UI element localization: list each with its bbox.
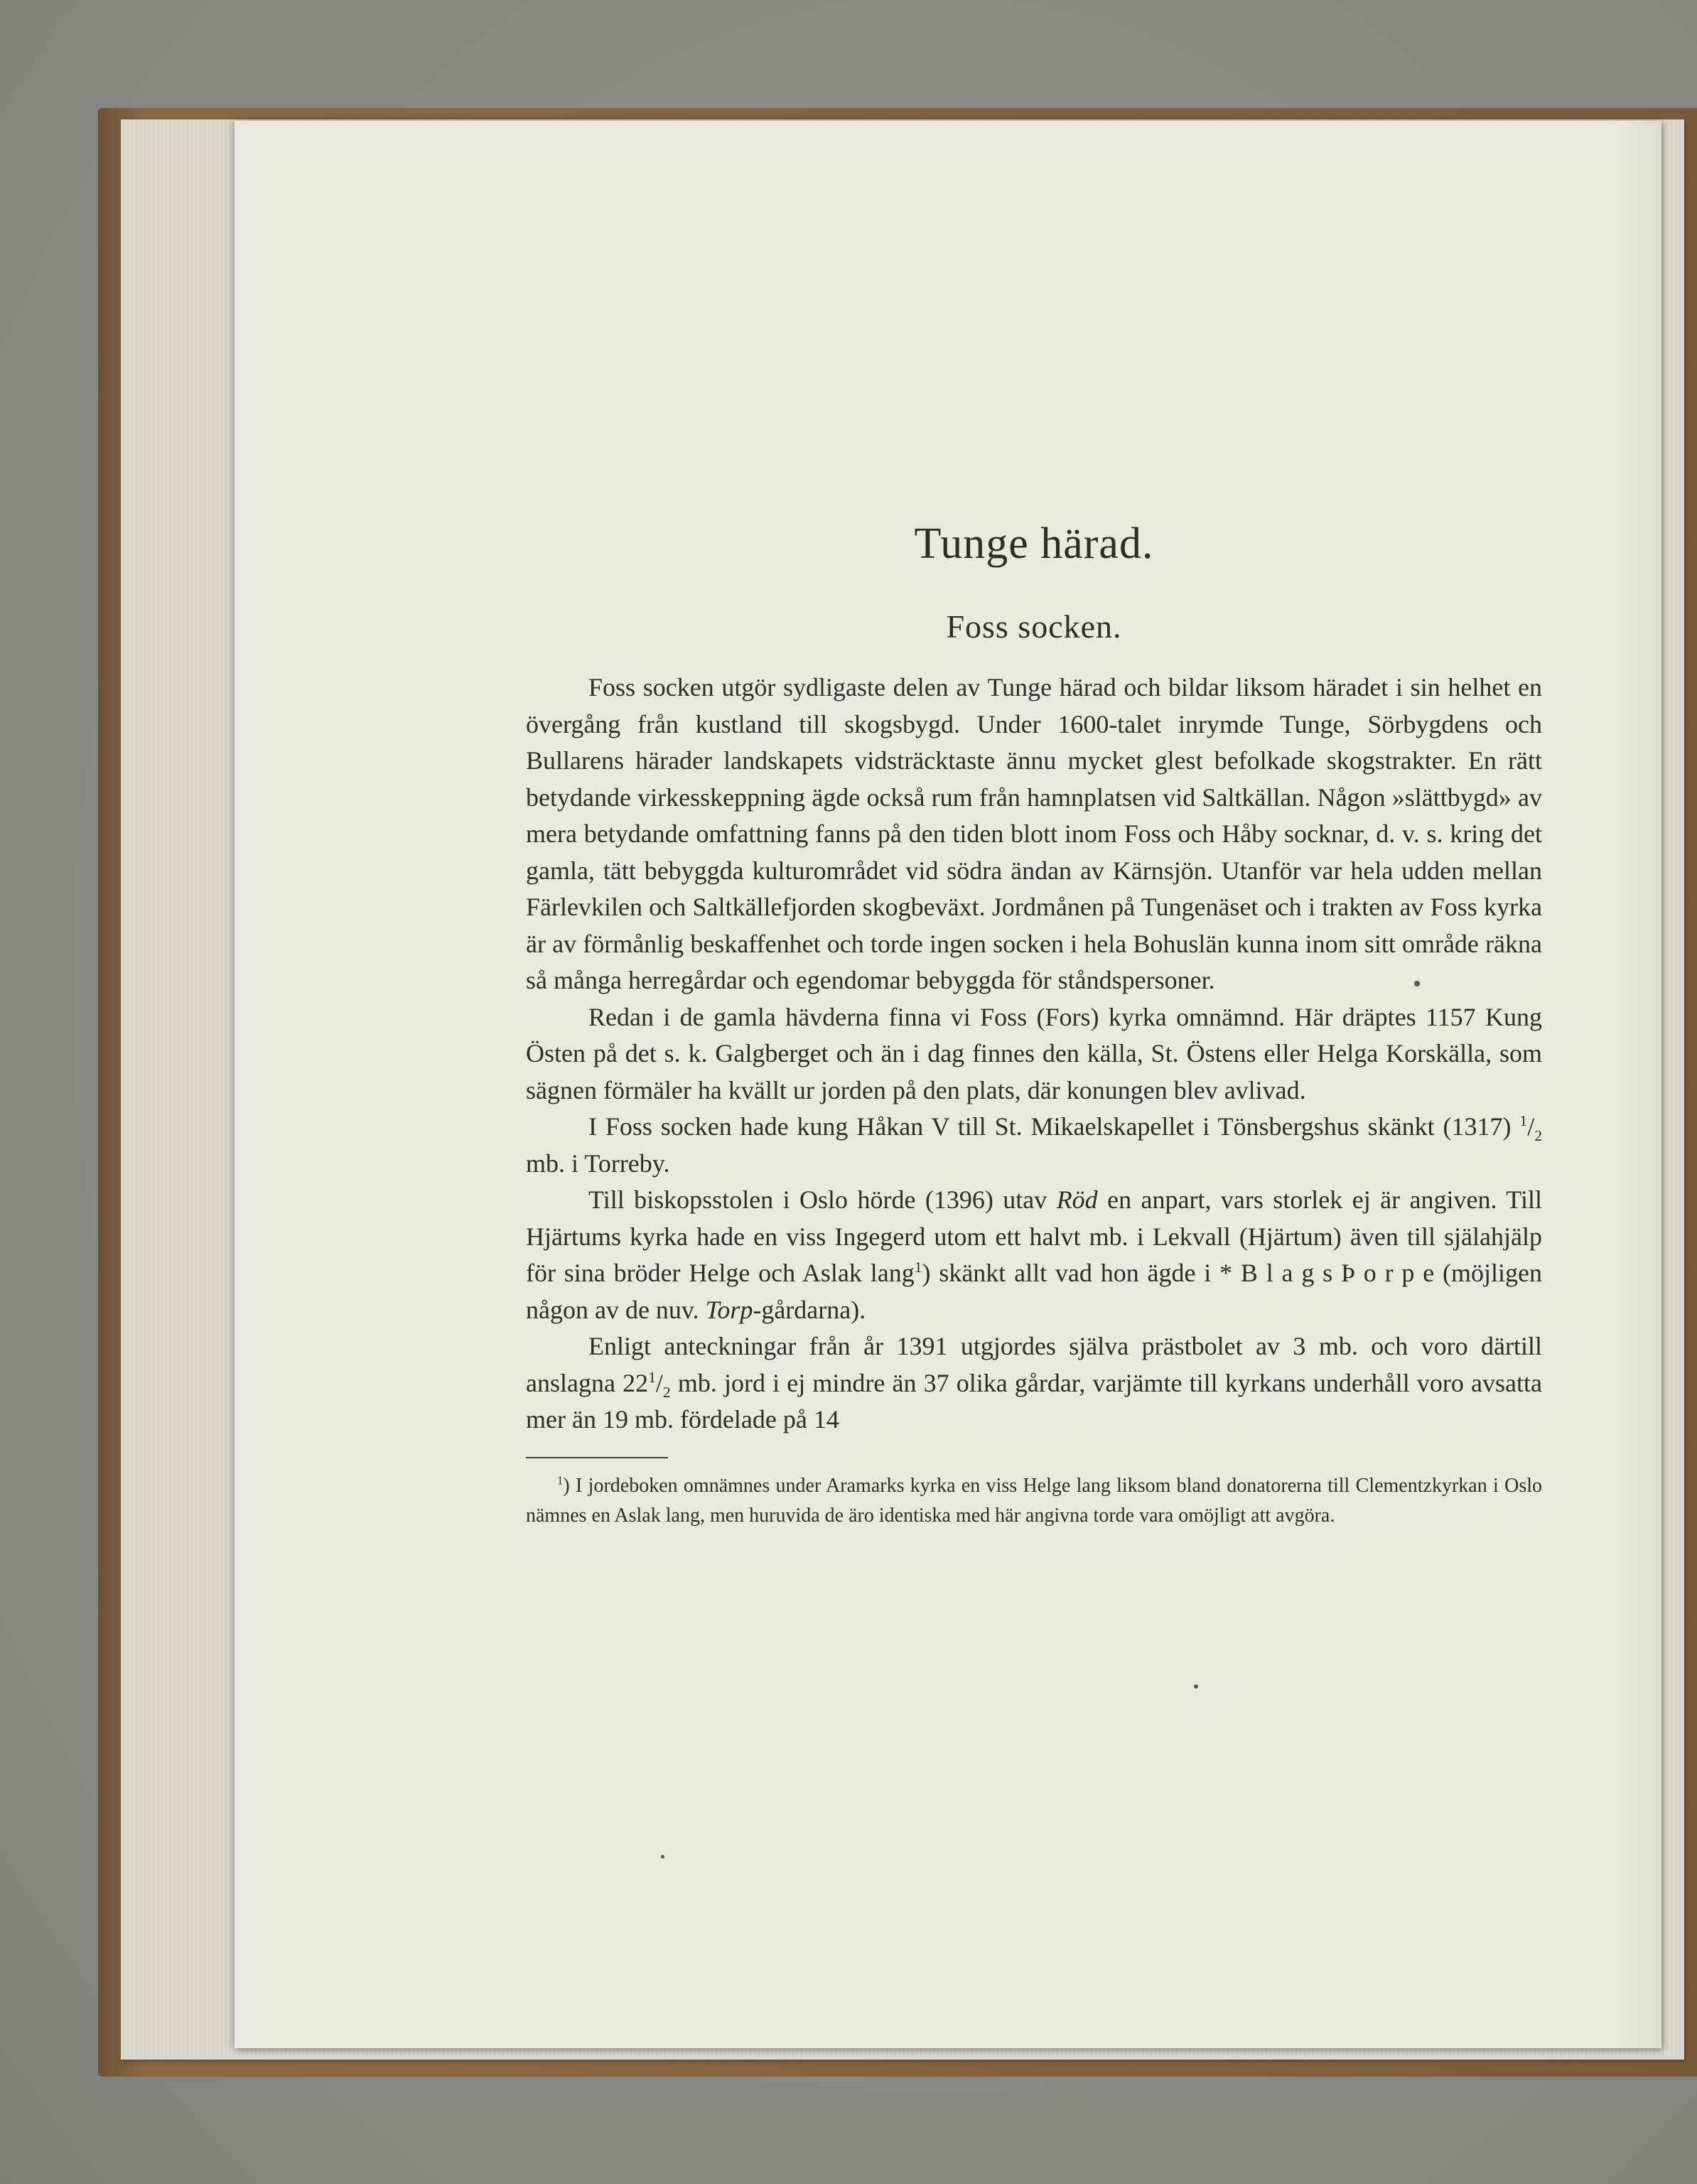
- paragraph: I Foss socken hade kung Håkan V till St. Mikaelskapellet i Tönsbergshus skänkt (1317) $^1/_2$ mb. i Torreby.: [526, 1112, 1542, 1178]
- fraction-numerator: 1: [648, 1368, 656, 1386]
- paragraph-text: mb. jord i ej mindre än 37 olika gårdar, varjämte till kyrkans underhåll voro avsatta mer än 19 mb. fördelade på 14: [526, 1368, 1542, 1433]
- paragraph: Enligt anteckningar från år 1391 utgjordes själva prästbolet av 3 mb. och voro därtill anslagna $22^1/_2$ mb. jord i ej mindre än 37 olika gårdar, varjämte till kyrkans underhåll voro avsatta mer än 19 mb. fördelade på 14: [526, 1332, 1542, 1433]
- paragraph-text: -gårdarna).: [753, 1295, 866, 1324]
- speck-mark: [661, 1855, 664, 1858]
- fraction-numerator: 1: [1519, 1112, 1528, 1129]
- spaced-place-name: * B l a g s Þ o r p e: [1219, 1259, 1435, 1287]
- footnote: [526, 1471, 1542, 1531]
- paragraph-text: mb. i Torreby.: [526, 1149, 670, 1178]
- footnote-reference: 1: [914, 1259, 922, 1276]
- paragraph: [526, 1182, 1542, 1328]
- paragraph-text: I Foss socken hade kung Håkan V till St. Mikaelskapellet i Tönsbergshus skänkt (1317): [588, 1112, 1520, 1141]
- page-title: Tunge härad.: [914, 520, 1154, 568]
- fraction-denominator: 2: [662, 1383, 671, 1401]
- page-content: [526, 512, 1542, 1531]
- paragraph-text: ) skänkt allt vad hon ägde i: [922, 1259, 1220, 1287]
- paragraph: [526, 999, 1542, 1109]
- paragraph-text: Foss socken utgör sydligaste delen av Tunge härad och bildar liksom häradet i sin helhet en övergång från kustland till skogsbygd. Under 1600-talet inrymde Tunge, Sörbygdens och Bullarens härader landskapets vidsträcktaste ännu mycket glest befolkade skogstrakter. En rätt betydande virkesskeppning ägde också rum från hamnplatsen vid Saltkällan. Någon »slättbygd» av mera betydande omfattning fanns på den tiden blott inom Foss och Håby socknar, d. v. s. kring det gamla, tätt bebyggda kulturområdet vid södra ändan av Kärnsjön. Utanför var hela udden mellan Färlevkilen och Saltkällefjorden skogbeväxt. Jordmånen på Tungenäset och i trakten av Foss kyrka är av förmånlig beskaffenhet och torde ingen socken i hela Bohuslän kunna inom sitt område räkna så många herregårdar och egendomar bebyggda för ståndspersoner.: [526, 673, 1542, 994]
- paragraph-text: en anpart, vars storlek ej är angiven. Till Hjärtums kyrka hade en viss Ingegerd utom ett halvt mb. i Lekvall (Hjärtum) även till själahjälp för sina bröder Helge och Aslak lang: [526, 1185, 1542, 1287]
- paragraph-text: Redan i de gamla hävderna finna vi Foss (Fors) kyrka omnämnd. Här dräptes 1157 Kung Östen på det s. k. Galgberget och än i dag finnes den källa, St. Östens eller Helga Korskälla, som sägnen förmäler ha kvällt ur jorden på den plats, där konungen blev avlivad.: [526, 1002, 1542, 1104]
- italic-place-name: Torp: [705, 1295, 753, 1324]
- italic-place-name: Röd: [1056, 1185, 1098, 1214]
- footnote-body: ) I jordeboken omnämnes under Aramarks kyrka en viss Helge lang liksom bland donatorerna till Clementzkyrkan i Oslo nämnes en Aslak lang, men huruvida de äro identiska med här angivna torde vara omöjligt att avgöra.: [526, 1474, 1542, 1527]
- body-text: [526, 669, 1542, 1438]
- paragraph-text: (möjligen någon av de nuv.: [526, 1259, 1543, 1324]
- fraction-denominator: 2: [1534, 1127, 1542, 1145]
- footnote-marker: 1: [557, 1473, 564, 1488]
- section-title: Foss socken.: [946, 608, 1122, 645]
- paragraph: [526, 669, 1542, 999]
- paragraph-text: Till biskopsstolen i Oslo hörde (1396) utav: [588, 1185, 1057, 1214]
- footnote-text: [526, 1471, 1542, 1531]
- footnote-divider: [526, 1457, 668, 1458]
- paragraph-text: Enligt anteckningar från år 1391 utgjordes själva prästbolet av 3 mb. och voro därtill anslagna 22: [526, 1332, 1542, 1397]
- speck-mark: [1194, 1684, 1198, 1689]
